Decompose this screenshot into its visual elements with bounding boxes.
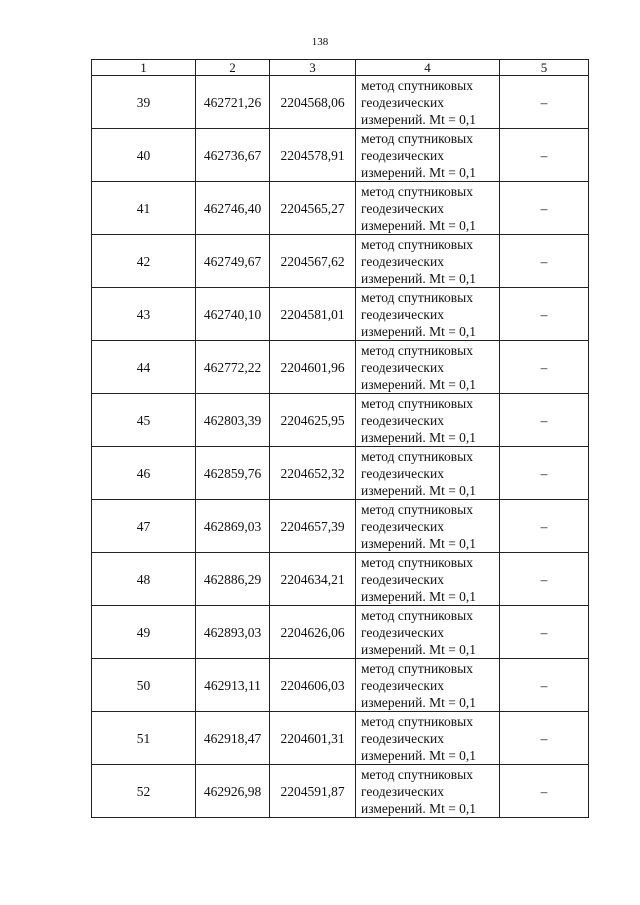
method-text-line: геодезических (361, 253, 444, 269)
point-number-cell: 52 (92, 765, 196, 818)
method-text-line: измерений. Mt = 0,1 (361, 535, 477, 551)
method-text-line: геодезических (361, 200, 444, 216)
header-cell-3: 3 (270, 60, 356, 76)
point-number-cell: 51 (92, 712, 196, 765)
point-number-cell: 49 (92, 606, 196, 659)
y-coordinate-cell: 2204634,21 (270, 553, 356, 606)
method-cell (356, 129, 500, 182)
table-row (92, 394, 589, 447)
x-coordinate-cell: 462740,10 (196, 288, 270, 341)
note-cell: – (500, 129, 589, 182)
y-coordinate-cell: 2204601,31 (270, 712, 356, 765)
note-cell: – (500, 182, 589, 235)
method-cell (356, 553, 500, 606)
x-coordinate-cell: 462721,26 (196, 76, 270, 129)
header-cell-1: 1 (92, 60, 196, 76)
method-cell (356, 235, 500, 288)
table-row (92, 235, 589, 288)
point-number-cell: 45 (92, 394, 196, 447)
x-coordinate-cell: 462803,39 (196, 394, 270, 447)
method-text-line: геодезических (361, 571, 444, 587)
note-cell: – (500, 447, 589, 500)
method-cell (356, 500, 500, 553)
method-text-line: геодезических (361, 147, 444, 163)
note-cell: – (500, 235, 589, 288)
point-number-cell: 46 (92, 447, 196, 500)
y-coordinate-cell: 2204581,01 (270, 288, 356, 341)
page-number: 138 (311, 36, 329, 48)
point-number-cell: 40 (92, 129, 196, 182)
point-number-cell: 41 (92, 182, 196, 235)
method-text-line: измерений. Mt = 0,1 (361, 641, 477, 657)
point-number-cell: 48 (92, 553, 196, 606)
method-text-line: геодезических (361, 783, 444, 799)
method-text-line: измерений. Mt = 0,1 (361, 323, 477, 339)
method-text-line: измерений. Mt = 0,1 (361, 800, 477, 816)
y-coordinate-cell: 2204578,91 (270, 129, 356, 182)
point-number-cell: 42 (92, 235, 196, 288)
method-text-line: измерений. Mt = 0,1 (361, 588, 477, 604)
method-text-line: геодезических (361, 94, 444, 110)
note-cell: – (500, 712, 589, 765)
method-text-line: измерений. Mt = 0,1 (361, 164, 477, 180)
table-row (92, 500, 589, 553)
point-number-cell: 50 (92, 659, 196, 712)
y-coordinate-cell: 2204565,27 (270, 182, 356, 235)
table-row (92, 659, 589, 712)
note-cell: – (500, 76, 589, 129)
method-text-line: геодезических (361, 465, 444, 481)
x-coordinate-cell: 462772,22 (196, 341, 270, 394)
y-coordinate-cell: 2204567,62 (270, 235, 356, 288)
method-text-line: метод спутниковых (361, 713, 473, 729)
x-coordinate-cell: 462749,67 (196, 235, 270, 288)
point-number-cell: 39 (92, 76, 196, 129)
method-cell (356, 76, 500, 129)
method-cell (356, 765, 500, 818)
method-text-line: геодезических (361, 730, 444, 746)
method-text-line: измерений. Mt = 0,1 (361, 111, 477, 127)
x-coordinate-cell: 462913,11 (196, 659, 270, 712)
header-cell-4: 4 (356, 60, 500, 76)
note-cell: – (500, 553, 589, 606)
method-text-line: метод спутниковых (361, 395, 473, 411)
coordinates-table (91, 59, 589, 818)
method-cell (356, 182, 500, 235)
note-cell: – (500, 288, 589, 341)
x-coordinate-cell: 462736,67 (196, 129, 270, 182)
method-cell (356, 394, 500, 447)
method-text-line: измерений. Mt = 0,1 (361, 429, 477, 445)
table-row (92, 606, 589, 659)
method-text-line: геодезических (361, 359, 444, 375)
method-text-line: метод спутниковых (361, 660, 473, 676)
table-row (92, 182, 589, 235)
note-cell: – (500, 394, 589, 447)
x-coordinate-cell: 462886,29 (196, 553, 270, 606)
x-coordinate-cell: 462859,76 (196, 447, 270, 500)
table-row (92, 129, 589, 182)
y-coordinate-cell: 2204601,96 (270, 341, 356, 394)
y-coordinate-cell: 2204657,39 (270, 500, 356, 553)
header-cell-2: 2 (196, 60, 270, 76)
method-cell (356, 606, 500, 659)
method-text-line: геодезических (361, 677, 444, 693)
method-text-line: измерений. Mt = 0,1 (361, 482, 477, 498)
table-row (92, 447, 589, 500)
method-text-line: метод спутниковых (361, 289, 473, 305)
method-text-line: метод спутниковых (361, 766, 473, 782)
method-cell (356, 341, 500, 394)
method-cell (356, 712, 500, 765)
table-row (92, 712, 589, 765)
method-text-line: метод спутниковых (361, 130, 473, 146)
point-number-cell: 44 (92, 341, 196, 394)
y-coordinate-cell: 2204625,95 (270, 394, 356, 447)
method-text-line: метод спутниковых (361, 448, 473, 464)
x-coordinate-cell: 462893,03 (196, 606, 270, 659)
header-cell-5: 5 (500, 60, 589, 76)
method-text-line: измерений. Mt = 0,1 (361, 217, 477, 233)
method-text-line: геодезических (361, 624, 444, 640)
method-text-line: геодезических (361, 412, 444, 428)
method-text-line: метод спутниковых (361, 342, 473, 358)
method-text-line: метод спутниковых (361, 183, 473, 199)
y-coordinate-cell: 2204606,03 (270, 659, 356, 712)
method-text-line: метод спутниковых (361, 607, 473, 623)
method-text-line: геодезических (361, 306, 444, 322)
table-row (92, 553, 589, 606)
table-row (92, 76, 589, 129)
method-text-line: измерений. Mt = 0,1 (361, 694, 477, 710)
note-cell: – (500, 341, 589, 394)
method-text-line: метод спутниковых (361, 501, 473, 517)
method-text-line: метод спутниковых (361, 236, 473, 252)
method-cell (356, 447, 500, 500)
y-coordinate-cell: 2204568,06 (270, 76, 356, 129)
method-text-line: геодезических (361, 518, 444, 534)
x-coordinate-cell: 462926,98 (196, 765, 270, 818)
method-text-line: метод спутниковых (361, 554, 473, 570)
point-number-cell: 43 (92, 288, 196, 341)
x-coordinate-cell: 462869,03 (196, 500, 270, 553)
method-text-line: метод спутниковых (361, 77, 473, 93)
table-row (92, 341, 589, 394)
note-cell: – (500, 659, 589, 712)
x-coordinate-cell: 462918,47 (196, 712, 270, 765)
y-coordinate-cell: 2204652,32 (270, 447, 356, 500)
y-coordinate-cell: 2204626,06 (270, 606, 356, 659)
method-text-line: измерений. Mt = 0,1 (361, 270, 477, 286)
header-row (92, 60, 589, 76)
note-cell: – (500, 606, 589, 659)
note-cell: – (500, 500, 589, 553)
table-row (92, 765, 589, 818)
method-cell (356, 659, 500, 712)
table-row (92, 288, 589, 341)
table-body (92, 60, 589, 818)
x-coordinate-cell: 462746,40 (196, 182, 270, 235)
method-cell (356, 288, 500, 341)
method-text-line: измерений. Mt = 0,1 (361, 376, 477, 392)
note-cell: – (500, 765, 589, 818)
point-number-cell: 47 (92, 500, 196, 553)
y-coordinate-cell: 2204591,87 (270, 765, 356, 818)
method-text-line: измерений. Mt = 0,1 (361, 747, 477, 763)
